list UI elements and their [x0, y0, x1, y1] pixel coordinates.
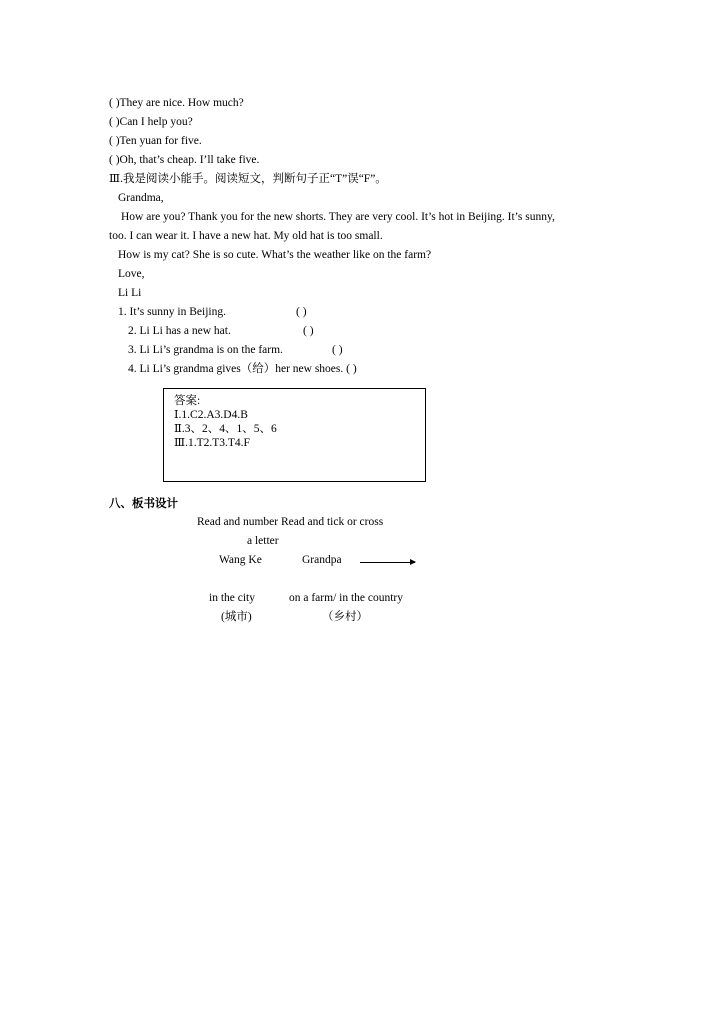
question-2: 2. Li Li has a new hat. [128, 325, 231, 337]
letter-signature: Li Li [118, 287, 142, 299]
section-3-instruction: Ⅲ.我是阅读小能手。阅读短文，判断句子正“T”误“F”。 [109, 173, 387, 185]
dialogue-line-1: ( )They are nice. How much? [109, 97, 244, 109]
letter-body-line-3: How is my cat? She is so cute. What’s the weather like on the farm? [118, 249, 432, 261]
board-place-left: in the city [209, 592, 255, 604]
dialogue-line-3: ( )Ten yuan for five. [109, 135, 202, 147]
letter-body-line-1: How are you? Thank you for the new shorts. They are very cool. It’s hot in Beijing. It’s sunny, [121, 211, 555, 223]
arrow-right-icon [360, 562, 415, 563]
question-1-blank: ( ) [296, 306, 307, 318]
letter-closing: Love, [118, 268, 145, 280]
dialogue-line-2: ( )Can I help you? [109, 116, 193, 128]
question-4: 4. Li Li’s grandma gives（给）her new shoes. ( ) [128, 363, 357, 375]
letter-greeting: Grandma, [118, 192, 164, 204]
board-design-heading: 八、板书设计 [109, 496, 178, 510]
question-1: 1. It’s sunny in Beijing. [118, 306, 226, 318]
question-3: 3. Li Li’s grandma is on the farm. [128, 344, 283, 356]
board-place-right: on a farm/ in the country [289, 592, 404, 604]
answer-line-2: Ⅱ.3、2、4、1、5、6 [174, 423, 277, 435]
dialogue-line-4: ( )Oh, that’s cheap. I’ll take five. [109, 154, 260, 166]
answer-line-1: Ⅰ.1.C2.A3.D4.B [174, 409, 248, 421]
board-note-left: (城市) [221, 611, 252, 623]
board-note-right: （乡村） [322, 611, 368, 623]
answer-box [163, 388, 426, 482]
answer-title: 答案: [174, 395, 201, 407]
letter-body-line-2: too. I can wear it. I have a new hat. My old hat is too small. [109, 230, 383, 242]
question-2-blank: ( ) [303, 325, 314, 337]
answer-line-3: Ⅲ.1.T2.T3.T4.F [174, 437, 250, 449]
question-3-blank: ( ) [332, 344, 343, 356]
board-name-right: Grandpa [302, 554, 342, 566]
board-row-1: Read and number Read and tick or cross [197, 516, 384, 528]
board-name-left: Wang Ke [219, 554, 262, 566]
board-row-2: a letter [247, 535, 279, 547]
